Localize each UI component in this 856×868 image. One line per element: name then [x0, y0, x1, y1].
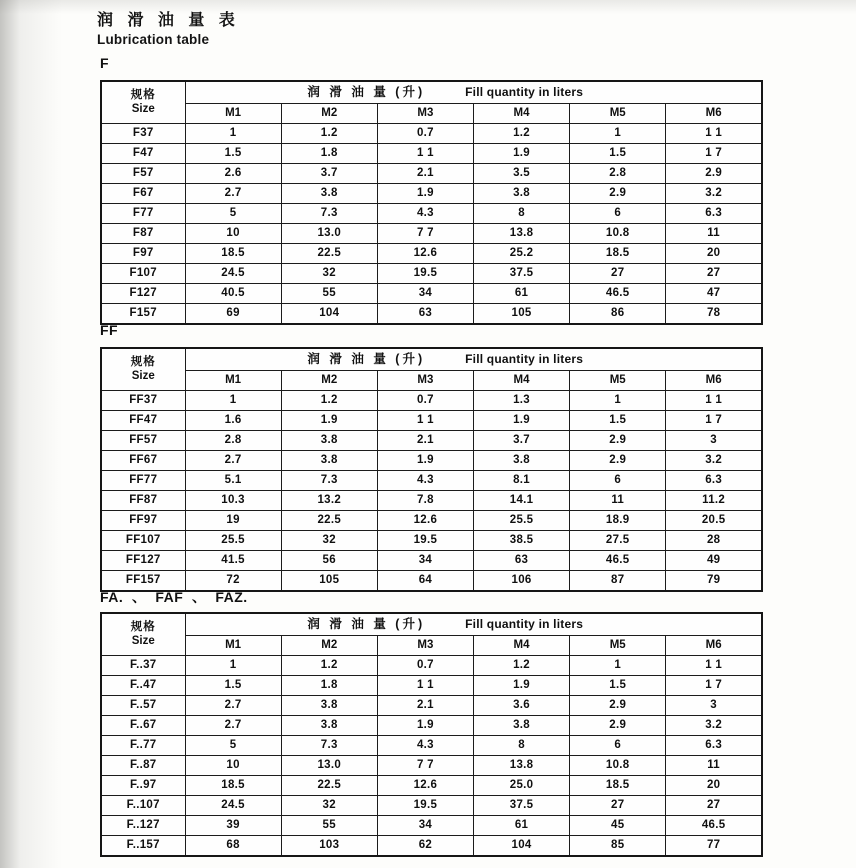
value-cell: 39: [185, 816, 281, 836]
value-cell: 3.8: [281, 431, 377, 451]
value-cell: 1: [185, 124, 281, 144]
value-cell: 1.9: [473, 676, 569, 696]
quantity-label-chinese: 润 滑 油 量 (升): [307, 85, 426, 99]
value-cell: 1.2: [281, 656, 377, 676]
value-cell: 3.8: [281, 696, 377, 716]
value-cell: 11: [570, 491, 666, 511]
table-row: [101, 531, 762, 551]
table-row: [101, 836, 762, 857]
value-cell: 32: [281, 531, 377, 551]
column-header-m3: M3: [377, 636, 473, 656]
value-cell: 25.2: [473, 244, 569, 264]
value-cell: 11: [666, 756, 762, 776]
row-label-cell: F47: [101, 144, 185, 164]
value-cell: 2.9: [570, 451, 666, 471]
value-cell: 19.5: [377, 796, 473, 816]
value-cell: 20.5: [666, 511, 762, 531]
table-row: [101, 164, 762, 184]
column-header-m3: M3: [377, 104, 473, 124]
row-label-cell: F..157: [101, 836, 185, 857]
lubrication-table: [100, 612, 763, 857]
quantity-header: [185, 613, 762, 636]
column-header-m4: M4: [473, 636, 569, 656]
table-row: [101, 696, 762, 716]
value-cell: 13.0: [281, 756, 377, 776]
row-label-cell: FF67: [101, 451, 185, 471]
row-label-cell: F..97: [101, 776, 185, 796]
value-cell: 1.8: [281, 676, 377, 696]
lubrication-table: [100, 80, 763, 325]
value-cell: 13.8: [473, 224, 569, 244]
value-cell: 6: [570, 204, 666, 224]
value-cell: 10.3: [185, 491, 281, 511]
value-cell: 2.9: [570, 716, 666, 736]
row-label-cell: FF97: [101, 511, 185, 531]
value-cell: 2.9: [570, 184, 666, 204]
value-cell: 13.8: [473, 756, 569, 776]
value-cell: 0.7: [377, 656, 473, 676]
column-header-m5: M5: [570, 371, 666, 391]
column-header-m1: M1: [185, 104, 281, 124]
table-row: [101, 224, 762, 244]
table-section: [100, 322, 763, 592]
lubrication-table: [100, 347, 763, 592]
value-cell: 1 7: [666, 411, 762, 431]
value-cell: 37.5: [473, 796, 569, 816]
value-cell: 2.1: [377, 164, 473, 184]
value-cell: 46.5: [570, 551, 666, 571]
value-cell: 32: [281, 264, 377, 284]
value-cell: 10: [185, 224, 281, 244]
value-cell: 1.5: [570, 144, 666, 164]
table-row: [101, 816, 762, 836]
value-cell: 27.5: [570, 531, 666, 551]
value-cell: 45: [570, 816, 666, 836]
value-cell: 1 1: [377, 411, 473, 431]
value-cell: 2.9: [570, 696, 666, 716]
value-cell: 2.7: [185, 696, 281, 716]
value-cell: 1.9: [473, 411, 569, 431]
value-cell: 47: [666, 284, 762, 304]
row-label-cell: F37: [101, 124, 185, 144]
value-cell: 46.5: [570, 284, 666, 304]
value-cell: 0.7: [377, 391, 473, 411]
value-cell: 4.3: [377, 736, 473, 756]
value-cell: 2.8: [185, 431, 281, 451]
value-cell: 1: [185, 656, 281, 676]
table-header: [101, 348, 762, 391]
size-header-zh: 规格: [130, 89, 156, 102]
value-cell: 19.5: [377, 264, 473, 284]
value-cell: 12.6: [377, 776, 473, 796]
value-cell: 7.3: [281, 736, 377, 756]
quantity-label-chinese: 润 滑 油 量 (升): [307, 617, 426, 631]
value-cell: 87: [570, 571, 666, 592]
table-row: [101, 656, 762, 676]
value-cell: 1.8: [281, 144, 377, 164]
column-header-m6: M6: [666, 636, 762, 656]
title-chinese: 润 滑 油 量 表: [97, 12, 240, 29]
value-cell: 2.8: [570, 164, 666, 184]
value-cell: 103: [281, 836, 377, 857]
table-row: [101, 124, 762, 144]
column-header-m4: M4: [473, 104, 569, 124]
row-label-cell: F57: [101, 164, 185, 184]
quantity-header-wrap: [158, 614, 734, 635]
value-cell: 24.5: [185, 264, 281, 284]
value-cell: 10.8: [570, 756, 666, 776]
column-header-m2: M2: [281, 371, 377, 391]
table-section: [100, 587, 763, 857]
value-cell: 77: [666, 836, 762, 857]
value-cell: 18.5: [185, 776, 281, 796]
table-body: [101, 124, 762, 325]
value-cell: 72: [185, 571, 281, 592]
row-label-cell: FF37: [101, 391, 185, 411]
value-cell: 2.7: [185, 451, 281, 471]
value-cell: 68: [185, 836, 281, 857]
table-row: [101, 144, 762, 164]
quantity-header-wrap: [158, 349, 734, 370]
value-cell: 19.5: [377, 531, 473, 551]
value-cell: 3: [666, 431, 762, 451]
column-header-m5: M5: [570, 636, 666, 656]
quantity-label-chinese: 润 滑 油 量 (升): [307, 352, 426, 366]
value-cell: 1 1: [377, 144, 473, 164]
row-label-cell: F..37: [101, 656, 185, 676]
value-cell: 6: [570, 736, 666, 756]
row-label-cell: F..57: [101, 696, 185, 716]
value-cell: 28: [666, 531, 762, 551]
value-cell: 2.1: [377, 431, 473, 451]
value-cell: 13.2: [281, 491, 377, 511]
table-row: [101, 284, 762, 304]
value-cell: 6: [570, 471, 666, 491]
value-cell: 18.5: [570, 244, 666, 264]
row-label-cell: FF87: [101, 491, 185, 511]
value-cell: 86: [570, 304, 666, 325]
value-cell: 2.7: [185, 184, 281, 204]
value-cell: 63: [473, 551, 569, 571]
section-label: FA. 、 FAF 、 FAZ.: [100, 589, 248, 605]
row-label-cell: FF77: [101, 471, 185, 491]
value-cell: 18.5: [570, 776, 666, 796]
quantity-label-english: Fill quantity in liters: [465, 85, 584, 99]
table-row: [101, 776, 762, 796]
value-cell: 27: [666, 264, 762, 284]
value-cell: 5: [185, 736, 281, 756]
value-cell: 0.7: [377, 124, 473, 144]
value-cell: 22.5: [281, 511, 377, 531]
value-cell: 5.1: [185, 471, 281, 491]
value-cell: 25.5: [185, 531, 281, 551]
section-label: FF: [100, 322, 119, 338]
column-header-m5: M5: [570, 104, 666, 124]
table-body: [101, 391, 762, 592]
table-row: [101, 716, 762, 736]
value-cell: 1.9: [377, 184, 473, 204]
value-cell: 5: [185, 204, 281, 224]
value-cell: 49: [666, 551, 762, 571]
table-row: [101, 244, 762, 264]
table-row: [101, 391, 762, 411]
value-cell: 1.9: [377, 716, 473, 736]
size-header-en: Size: [131, 634, 155, 647]
row-label-cell: F..67: [101, 716, 185, 736]
value-cell: 13.0: [281, 224, 377, 244]
table-row: [101, 471, 762, 491]
table-row: [101, 491, 762, 511]
value-cell: 6.3: [666, 204, 762, 224]
value-cell: 8: [473, 736, 569, 756]
column-header-m3: M3: [377, 371, 473, 391]
value-cell: 85: [570, 836, 666, 857]
quantity-header: [185, 348, 762, 371]
table-row: [101, 511, 762, 531]
size-header-zh: 规格: [130, 356, 156, 369]
row-label-cell: F..47: [101, 676, 185, 696]
value-cell: 1.2: [281, 124, 377, 144]
value-cell: 12.6: [377, 511, 473, 531]
value-cell: 2.1: [377, 696, 473, 716]
header-row-top: [101, 81, 762, 104]
value-cell: 3.2: [666, 451, 762, 471]
table-row: [101, 304, 762, 325]
value-cell: 61: [473, 816, 569, 836]
section-label: F: [100, 55, 110, 71]
value-cell: 7.3: [281, 471, 377, 491]
value-cell: 3.8: [473, 716, 569, 736]
table-row: [101, 204, 762, 224]
value-cell: 64: [377, 571, 473, 592]
value-cell: 11: [666, 224, 762, 244]
value-cell: 1.2: [473, 124, 569, 144]
row-label-cell: F..87: [101, 756, 185, 776]
value-cell: 1 1: [666, 124, 762, 144]
table-row: [101, 264, 762, 284]
value-cell: 18.5: [185, 244, 281, 264]
value-cell: 8.1: [473, 471, 569, 491]
value-cell: 56: [281, 551, 377, 571]
table-row: [101, 736, 762, 756]
row-label-cell: F67: [101, 184, 185, 204]
size-header-zh: 规格: [130, 621, 156, 634]
quantity-header-wrap: [158, 82, 734, 103]
row-label-cell: FF57: [101, 431, 185, 451]
column-header-m6: M6: [666, 104, 762, 124]
value-cell: 1 1: [666, 656, 762, 676]
value-cell: 1: [570, 391, 666, 411]
column-header-m6: M6: [666, 371, 762, 391]
value-cell: 63: [377, 304, 473, 325]
value-cell: 3.6: [473, 696, 569, 716]
value-cell: 1.2: [281, 391, 377, 411]
value-cell: 104: [281, 304, 377, 325]
value-cell: 19: [185, 511, 281, 531]
value-cell: 37.5: [473, 264, 569, 284]
table-section: [100, 55, 763, 325]
row-label-cell: F..107: [101, 796, 185, 816]
value-cell: 38.5: [473, 531, 569, 551]
table-row: [101, 431, 762, 451]
value-cell: 3: [666, 696, 762, 716]
value-cell: 1.2: [473, 656, 569, 676]
value-cell: 105: [473, 304, 569, 325]
value-cell: 25.5: [473, 511, 569, 531]
value-cell: 7 7: [377, 224, 473, 244]
value-cell: 8: [473, 204, 569, 224]
quantity-header: [185, 81, 762, 104]
header-row-columns: [101, 104, 762, 124]
value-cell: 3.8: [281, 716, 377, 736]
value-cell: 6.3: [666, 736, 762, 756]
table-row: [101, 411, 762, 431]
value-cell: 79: [666, 571, 762, 592]
value-cell: 22.5: [281, 244, 377, 264]
value-cell: 25.0: [473, 776, 569, 796]
row-label-cell: F87: [101, 224, 185, 244]
value-cell: 10: [185, 756, 281, 776]
value-cell: 78: [666, 304, 762, 325]
value-cell: 55: [281, 816, 377, 836]
header-row-top: [101, 613, 762, 636]
value-cell: 1: [570, 656, 666, 676]
table-row: [101, 184, 762, 204]
value-cell: 106: [473, 571, 569, 592]
row-label-cell: FF47: [101, 411, 185, 431]
value-cell: 3.2: [666, 184, 762, 204]
value-cell: 1 7: [666, 676, 762, 696]
title-english: Lubrication table: [97, 32, 210, 47]
value-cell: 11.2: [666, 491, 762, 511]
column-header-m2: M2: [281, 104, 377, 124]
header-row-columns: [101, 371, 762, 391]
value-cell: 1: [570, 124, 666, 144]
value-cell: 34: [377, 284, 473, 304]
size-header-en: Size: [131, 369, 155, 382]
value-cell: 24.5: [185, 796, 281, 816]
value-cell: 4.3: [377, 471, 473, 491]
quantity-label-english: Fill quantity in liters: [465, 352, 584, 366]
size-header-en: Size: [131, 102, 155, 115]
column-header-m2: M2: [281, 636, 377, 656]
row-label-cell: F157: [101, 304, 185, 325]
value-cell: 1.9: [473, 144, 569, 164]
row-label-cell: FF107: [101, 531, 185, 551]
row-label-cell: F77: [101, 204, 185, 224]
column-header-m1: M1: [185, 371, 281, 391]
value-cell: 18.9: [570, 511, 666, 531]
value-cell: 1.6: [185, 411, 281, 431]
value-cell: 6.3: [666, 471, 762, 491]
value-cell: 61: [473, 284, 569, 304]
value-cell: 3.8: [281, 184, 377, 204]
table-row: [101, 796, 762, 816]
value-cell: 34: [377, 551, 473, 571]
value-cell: 105: [281, 571, 377, 592]
value-cell: 62: [377, 836, 473, 857]
row-label-cell: F107: [101, 264, 185, 284]
row-label-cell: FF127: [101, 551, 185, 571]
value-cell: 1 1: [377, 676, 473, 696]
value-cell: 2.9: [570, 431, 666, 451]
quantity-label-english: Fill quantity in liters: [465, 617, 584, 631]
table-row: [101, 756, 762, 776]
value-cell: 10.8: [570, 224, 666, 244]
value-cell: 1.3: [473, 391, 569, 411]
table-header: [101, 613, 762, 656]
value-cell: 3.7: [473, 431, 569, 451]
table-header: [101, 81, 762, 124]
value-cell: 55: [281, 284, 377, 304]
value-cell: 1 7: [666, 144, 762, 164]
value-cell: 20: [666, 244, 762, 264]
value-cell: 12.6: [377, 244, 473, 264]
value-cell: 1 1: [666, 391, 762, 411]
value-cell: 3.5: [473, 164, 569, 184]
value-cell: 7.3: [281, 204, 377, 224]
table-row: [101, 451, 762, 471]
value-cell: 104: [473, 836, 569, 857]
value-cell: 1.5: [185, 144, 281, 164]
value-cell: 41.5: [185, 551, 281, 571]
value-cell: 7 7: [377, 756, 473, 776]
value-cell: 27: [666, 796, 762, 816]
value-cell: 46.5: [666, 816, 762, 836]
column-header-m4: M4: [473, 371, 569, 391]
value-cell: 4.3: [377, 204, 473, 224]
value-cell: 1.9: [281, 411, 377, 431]
value-cell: 27: [570, 796, 666, 816]
header-row-columns: [101, 636, 762, 656]
row-label-cell: F97: [101, 244, 185, 264]
value-cell: 34: [377, 816, 473, 836]
value-cell: 69: [185, 304, 281, 325]
value-cell: 14.1: [473, 491, 569, 511]
value-cell: 3.8: [473, 451, 569, 471]
value-cell: 3.8: [473, 184, 569, 204]
value-cell: 40.5: [185, 284, 281, 304]
table-body: [101, 656, 762, 857]
value-cell: 2.9: [666, 164, 762, 184]
value-cell: 27: [570, 264, 666, 284]
row-label-cell: F..77: [101, 736, 185, 756]
value-cell: 1.5: [185, 676, 281, 696]
value-cell: 3.2: [666, 716, 762, 736]
value-cell: 1: [185, 391, 281, 411]
row-label-cell: FF157: [101, 571, 185, 592]
value-cell: 1.5: [570, 676, 666, 696]
value-cell: 22.5: [281, 776, 377, 796]
value-cell: 1.9: [377, 451, 473, 471]
value-cell: 2.6: [185, 164, 281, 184]
document-title: [97, 7, 240, 47]
value-cell: 3.7: [281, 164, 377, 184]
value-cell: 2.7: [185, 716, 281, 736]
value-cell: 3.8: [281, 451, 377, 471]
table-row: [101, 676, 762, 696]
column-header-m1: M1: [185, 636, 281, 656]
value-cell: 7.8: [377, 491, 473, 511]
value-cell: 20: [666, 776, 762, 796]
value-cell: 1.5: [570, 411, 666, 431]
row-label-cell: F..127: [101, 816, 185, 836]
header-row-top: [101, 348, 762, 371]
row-label-cell: F127: [101, 284, 185, 304]
table-row: [101, 551, 762, 571]
value-cell: 32: [281, 796, 377, 816]
